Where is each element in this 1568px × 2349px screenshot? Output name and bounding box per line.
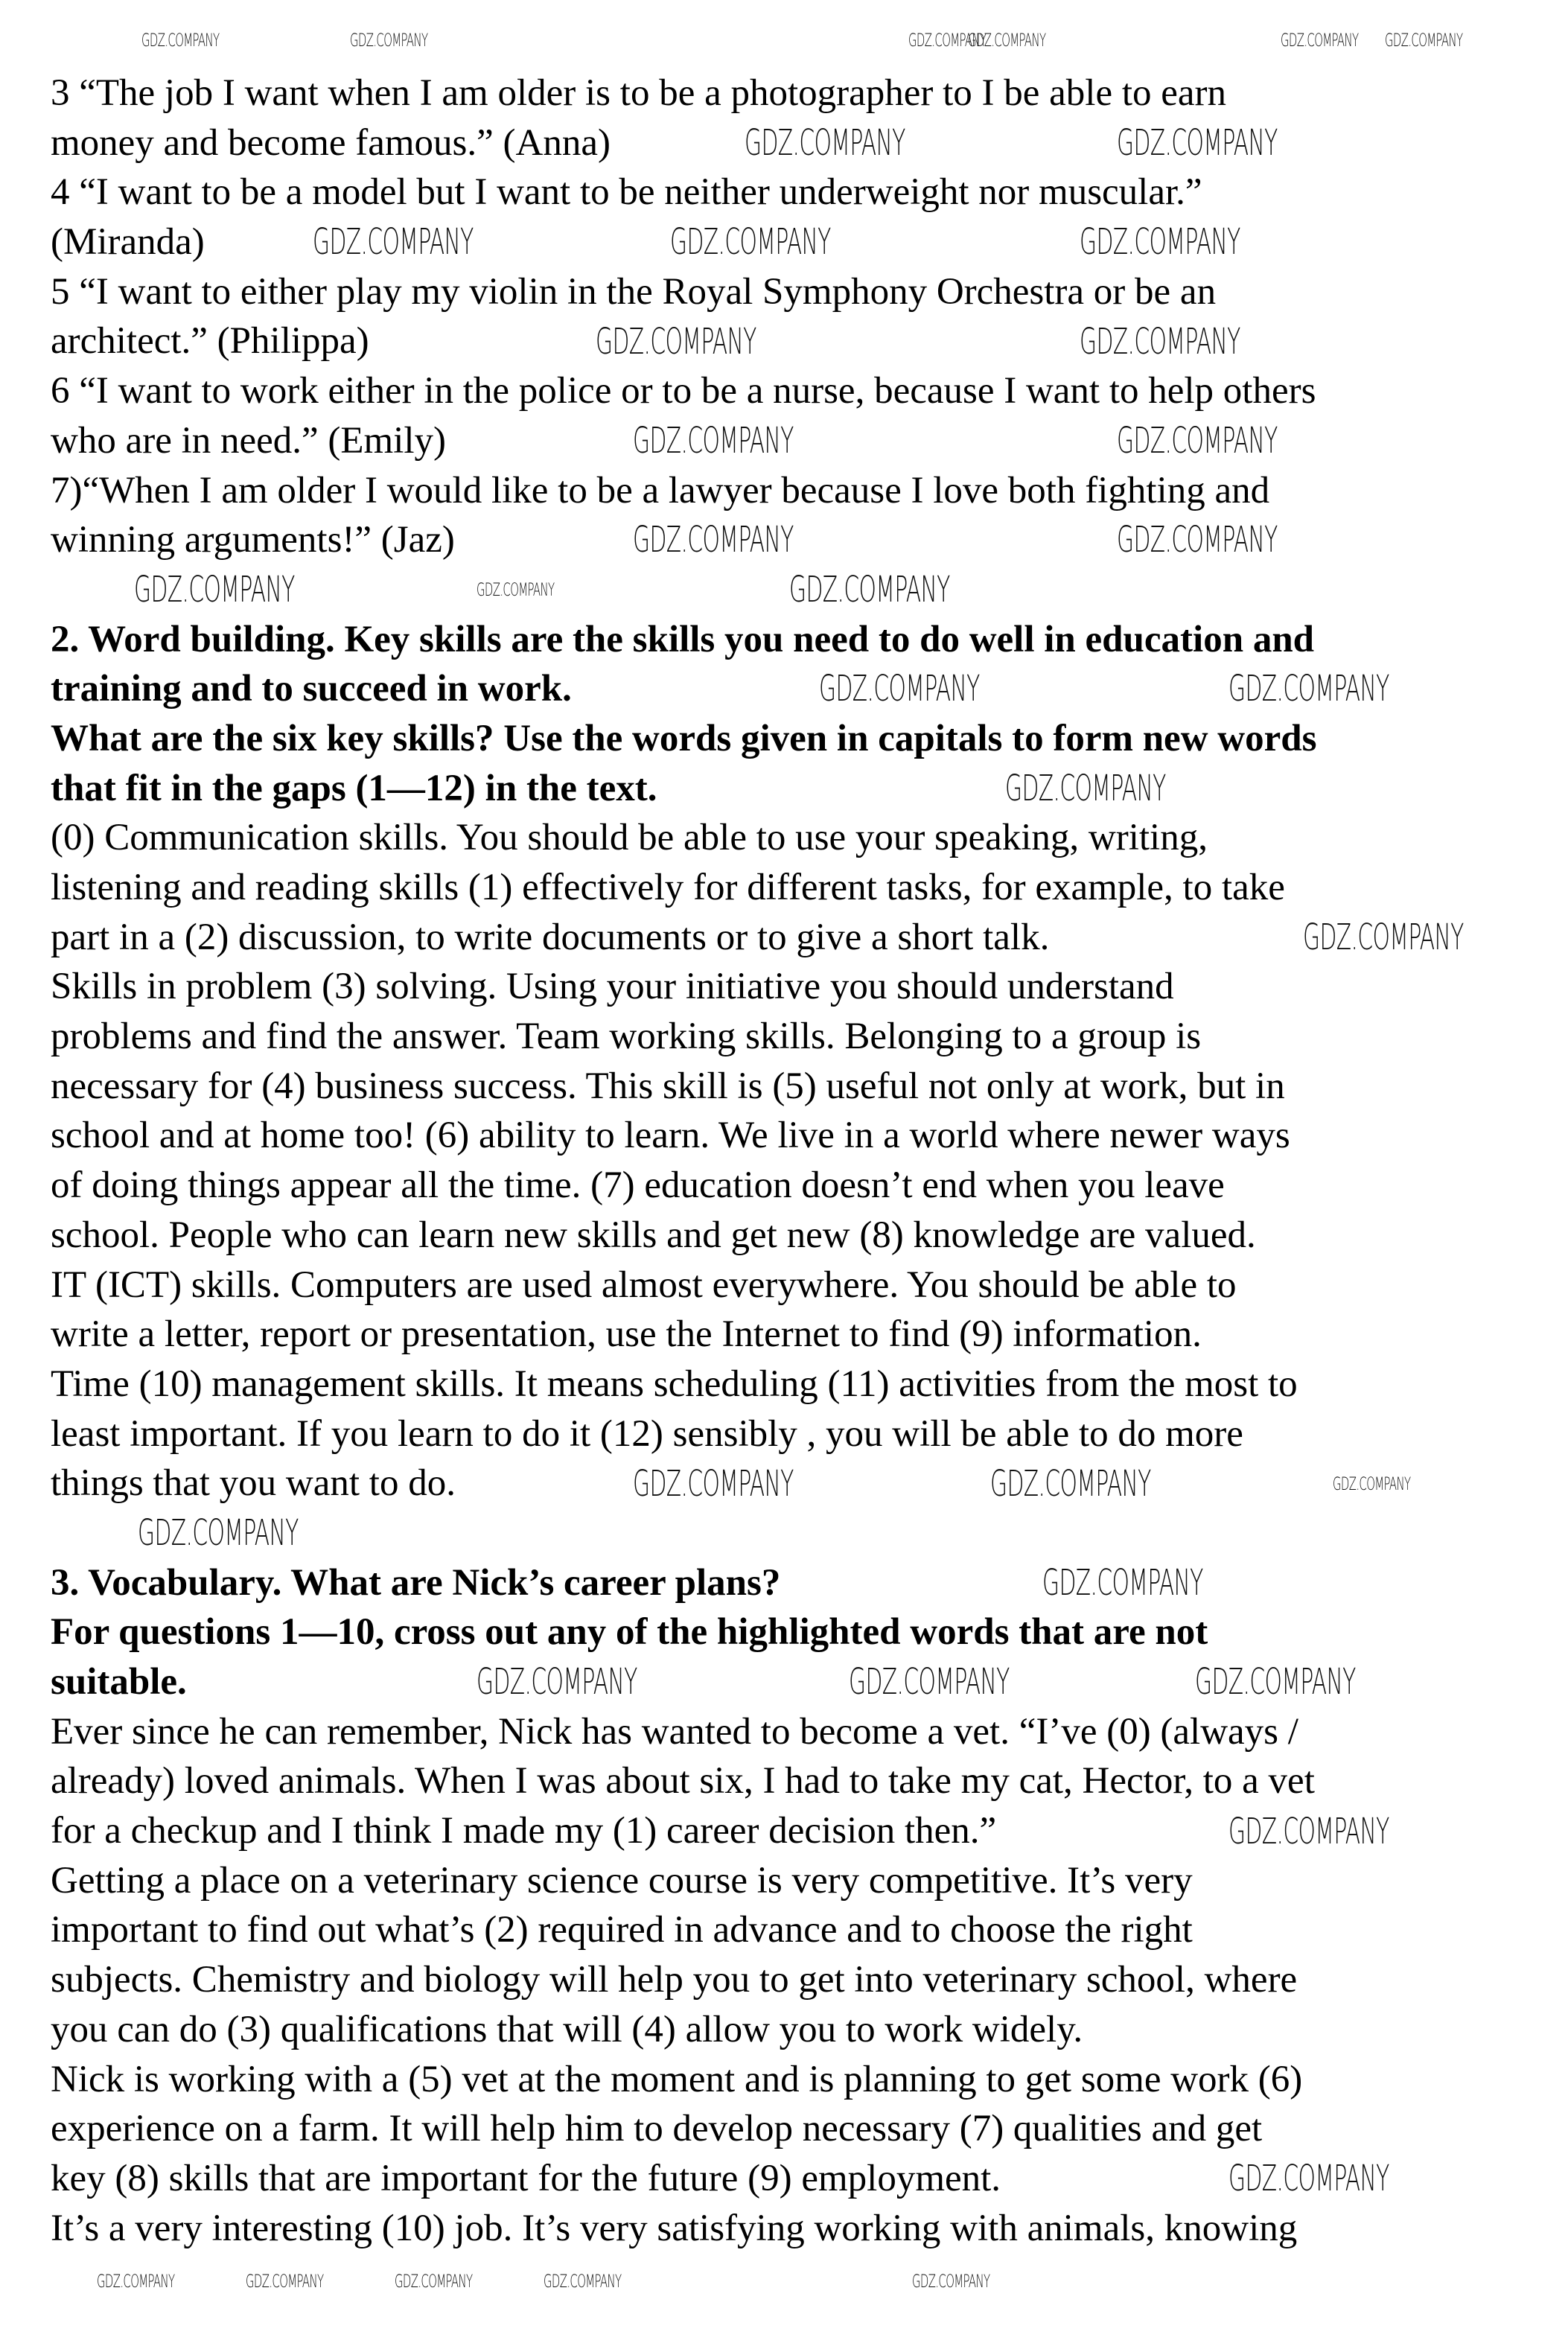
text-line: 4 “I want to be a model but I want to be neither underweight nor muscular.” bbox=[51, 171, 1202, 214]
watermark: GDZ.COMPANY bbox=[1080, 221, 1240, 263]
watermark: GDZ.COMPANY bbox=[670, 221, 831, 263]
text-line: winning arguments!” (Jaz) bbox=[51, 519, 455, 561]
watermark: GDZ.COMPANY bbox=[968, 30, 1046, 51]
watermark: GDZ.COMPANY bbox=[1042, 1562, 1203, 1604]
text-line: (0) Communication skills. You should be able to use your speaking, writing, bbox=[51, 817, 1208, 859]
watermark: GDZ.COMPANY bbox=[1005, 768, 1166, 809]
watermark: GDZ.COMPANY bbox=[350, 30, 428, 51]
text-line: Ever since he can remember, Nick has wanted to become a vet. “I’ve (0) (always / bbox=[51, 1710, 1298, 1753]
text-line: experience on a farm. It will help him to develop necessary (7) qualities and get bbox=[51, 2108, 1263, 2150]
watermark: GDZ.COMPANY bbox=[596, 321, 756, 363]
text-line: Nick is working with a (5) vet at the moment and is planning to get some work (6) bbox=[51, 2058, 1303, 2100]
heading-line: suitable. bbox=[51, 1661, 187, 1703]
text-line: (Miranda) bbox=[51, 221, 205, 264]
text-line: 7)“When I am older I would like to be a lawyer because I love both fighting and bbox=[51, 469, 1270, 511]
watermark: GDZ.COMPANY bbox=[633, 519, 794, 561]
text-line: money and become famous.” (Anna) bbox=[51, 121, 611, 164]
watermark: GDZ.COMPANY bbox=[1117, 519, 1278, 561]
watermark: GDZ.COMPANY bbox=[912, 2271, 990, 2292]
text-line: Getting a place on a veterinary science course is very competitive. It’s very bbox=[51, 1859, 1193, 1902]
text-line: you can do (3) qualifications that will (4) allow you to work widely. bbox=[51, 2008, 1083, 2050]
watermark: GDZ.COMPANY bbox=[908, 30, 987, 51]
watermark: GDZ.COMPANY bbox=[246, 2271, 324, 2292]
text-line: things that you want to do. bbox=[51, 1462, 456, 1505]
watermark: GDZ.COMPANY bbox=[1080, 321, 1240, 363]
text-line: necessary for (4) business success. This skill is (5) useful not only at work, but in bbox=[51, 1065, 1285, 1107]
watermark: GDZ.COMPANY bbox=[1281, 30, 1359, 51]
text-line: write a letter, report or presentation, use the Internet to find (9) information. bbox=[51, 1313, 1202, 1356]
text-line: already) loved animals. When I was about six, I had to take my cat, Hector, to a vet bbox=[51, 1760, 1315, 1803]
watermark: GDZ.COMPANY bbox=[544, 2271, 622, 2292]
text-line: who are in need.” (Emily) bbox=[51, 419, 447, 462]
text-line: school. People who can learn new skills and get new (8) knowledge are valued. bbox=[51, 1214, 1256, 1256]
text-line: problems and find the answer. Team working skills. Belonging to a group is bbox=[51, 1016, 1202, 1058]
watermark: GDZ.COMPANY bbox=[134, 569, 295, 611]
heading-line: that fit in the gaps (1—12) in the text. bbox=[51, 767, 657, 809]
text-line: IT (ICT) skills. Computers are used almost everywhere. You should be able to bbox=[51, 1263, 1237, 1306]
text-line: subjects. Chemistry and biology will help you to get into veterinary school, where bbox=[51, 1959, 1298, 2001]
text-line: least important. If you learn to do it (12) sensibly , you will be able to do more bbox=[51, 1412, 1243, 1455]
watermark: GDZ.COMPANY bbox=[819, 668, 980, 710]
text-line: part in a (2) discussion, to write documents or to give a short talk. bbox=[51, 916, 1050, 958]
text-line: important to find out what’s (2) required in advance and to choose the right bbox=[51, 1909, 1193, 1951]
watermark: GDZ.COMPANY bbox=[1303, 917, 1464, 958]
watermark: GDZ.COMPANY bbox=[849, 1661, 1010, 1703]
text-line: school and at home too! (6) ability to learn. We live in a world where newer ways bbox=[51, 1115, 1290, 1157]
text-line: 3 “The job I want when I am older is to be a photographer to I be able to earn bbox=[51, 72, 1227, 114]
text-line: listening and reading skills (1) effectively for different tasks, for example, to take bbox=[51, 867, 1285, 908]
watermark: GDZ.COMPANY bbox=[141, 30, 220, 51]
watermark: GDZ.COMPANY bbox=[138, 1512, 299, 1554]
watermark: GDZ.COMPANY bbox=[313, 221, 474, 263]
text-line: Skills in problem (3) solving. Using your initiative you should understand bbox=[51, 966, 1174, 1008]
watermark: GDZ.COMPANY bbox=[1385, 30, 1463, 51]
text-line: Time (10) management skills. It means scheduling (11) activities from the most to bbox=[51, 1362, 1298, 1405]
watermark: GDZ.COMPANY bbox=[745, 122, 905, 164]
watermark: GDZ.COMPANY bbox=[1195, 1661, 1356, 1703]
heading-line: 3. Vocabulary. What are Nick’s career plans? bbox=[51, 1561, 781, 1604]
watermark: GDZ.COMPANY bbox=[1117, 420, 1278, 462]
text-line: of doing things appear all the time. (7) education doesn’t end when you leave bbox=[51, 1164, 1225, 1207]
watermark: GDZ.COMPANY bbox=[633, 1463, 794, 1505]
watermark: GDZ.COMPANY bbox=[477, 579, 555, 600]
document-body bbox=[51, 68, 1540, 2253]
watermark: GDZ.COMPANY bbox=[990, 1463, 1151, 1505]
watermark: GDZ.COMPANY bbox=[1228, 2158, 1389, 2199]
watermark: GDZ.COMPANY bbox=[633, 420, 794, 462]
text-line: key (8) skills that are important for the future (9) employment. bbox=[51, 2157, 1001, 2199]
heading-line: 2. Word building. Key skills are the skills you need to do well in education and bbox=[51, 618, 1315, 660]
watermark: GDZ.COMPANY bbox=[789, 569, 950, 611]
watermark: GDZ.COMPANY bbox=[395, 2271, 473, 2292]
watermark: GDZ.COMPANY bbox=[1333, 1473, 1411, 1494]
watermark: GDZ.COMPANY bbox=[1228, 668, 1389, 710]
watermark: GDZ.COMPANY bbox=[477, 1661, 637, 1703]
heading-line: What are the six key skills? Use the words given in capitals to form new words bbox=[51, 717, 1317, 759]
text-line: architect.” (Philippa) bbox=[51, 320, 369, 363]
watermark: GDZ.COMPANY bbox=[1228, 1811, 1389, 1852]
text-line: for a checkup and I think I made my (1) career decision then.” bbox=[51, 1810, 997, 1852]
text-line: 6 “I want to work either in the police or to be a nurse, because I want to help others bbox=[51, 370, 1316, 412]
text-line: 5 “I want to either play my violin in the Royal Symphony Orchestra or be an bbox=[51, 270, 1217, 313]
watermark: GDZ.COMPANY bbox=[97, 2271, 175, 2292]
heading-line: training and to succeed in work. bbox=[51, 668, 572, 710]
heading-line: For questions 1—10, cross out any of the highlighted words that are not bbox=[51, 1611, 1208, 1654]
watermark: GDZ.COMPANY bbox=[1117, 122, 1278, 164]
text-line: It’s a very interesting (10) job. It’s very satisfying working with animals, knowing bbox=[51, 2207, 1298, 2249]
